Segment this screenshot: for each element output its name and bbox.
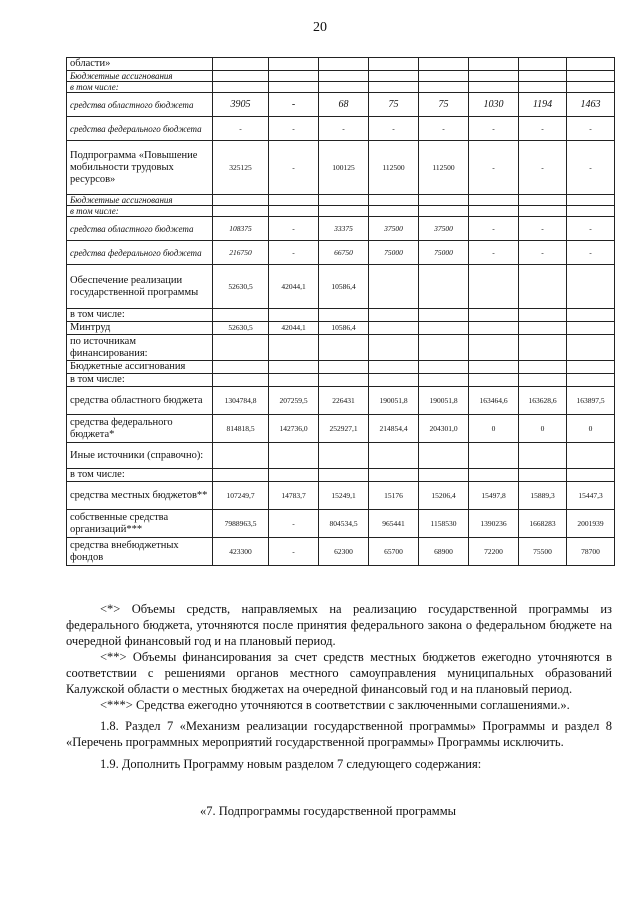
value-cell: 15447,3 (567, 482, 615, 510)
value-cell (519, 82, 567, 93)
value-cell (567, 58, 615, 71)
row-label: Бюджетные ассигнования (67, 71, 213, 82)
page-number: 20 (313, 20, 327, 35)
value-cell (567, 195, 615, 206)
value-cell (269, 469, 319, 482)
value-cell: 75 (369, 93, 419, 117)
value-cell (369, 335, 419, 361)
value-cell (369, 374, 419, 387)
value-cell (319, 82, 369, 93)
table-row (67, 217, 615, 241)
value-cell (269, 71, 319, 82)
item-1-8: 1.8. Раздел 7 «Механизм реализации государственной программы» Программы и раздел 8 «Перечень программных мероприятий государственной программы» Программы исключить. (66, 719, 612, 749)
value-cell (213, 309, 269, 322)
value-cell: 15889,3 (519, 482, 567, 510)
value-cell: 3905 (213, 93, 269, 117)
value-cell (469, 322, 519, 335)
value-cell (519, 443, 567, 469)
table-row (67, 415, 615, 443)
value-cell: 1304784,8 (213, 387, 269, 415)
value-cell: 0 (519, 415, 567, 443)
value-cell (419, 469, 469, 482)
value-cell (419, 71, 469, 82)
row-label: средства внебюджетных фондов (67, 538, 213, 566)
table-row (67, 538, 615, 566)
value-cell (213, 469, 269, 482)
value-cell: 42044,1 (269, 265, 319, 309)
value-cell: 965441 (369, 510, 419, 538)
table-row (67, 206, 615, 217)
value-cell (213, 206, 269, 217)
value-cell (519, 265, 567, 309)
value-cell: - (269, 510, 319, 538)
value-cell: 107249,7 (213, 482, 269, 510)
value-cell (319, 469, 369, 482)
value-cell: 207259,5 (269, 387, 319, 415)
value-cell: 204301,0 (419, 415, 469, 443)
value-cell (213, 82, 269, 93)
value-cell (269, 206, 319, 217)
value-cell (369, 58, 419, 71)
value-cell (567, 265, 615, 309)
value-cell (469, 195, 519, 206)
value-cell (319, 309, 369, 322)
value-cell (269, 309, 319, 322)
row-label: в том числе: (67, 309, 213, 322)
value-cell: - (519, 217, 567, 241)
value-cell (213, 361, 269, 374)
table-row (67, 443, 615, 469)
value-cell (419, 195, 469, 206)
value-cell: - (519, 241, 567, 265)
value-cell: 15497,8 (469, 482, 519, 510)
value-cell: - (269, 241, 319, 265)
row-label: в том числе: (67, 206, 213, 217)
table-row (67, 141, 615, 195)
value-cell (469, 335, 519, 361)
value-cell: 72200 (469, 538, 519, 566)
funding-table-body (67, 58, 615, 566)
value-cell: 100125 (319, 141, 369, 195)
value-cell: 62300 (319, 538, 369, 566)
table-row (67, 510, 615, 538)
row-label: собственные средства организаций*** (67, 510, 213, 538)
value-cell (519, 206, 567, 217)
value-cell (419, 82, 469, 93)
value-cell (369, 322, 419, 335)
value-cell (319, 71, 369, 82)
value-cell (319, 195, 369, 206)
row-label: по источникам финансирования: (67, 335, 213, 361)
row-label: Иные источники (справочно): (67, 443, 213, 469)
value-cell (213, 58, 269, 71)
value-cell: 163897,5 (567, 387, 615, 415)
value-cell (269, 361, 319, 374)
footnote-organizations: <***> Средства ежегодно уточняются в соответствии с заключенными соглашениями.». (100, 698, 570, 712)
value-cell: 142736,0 (269, 415, 319, 443)
value-cell (519, 195, 567, 206)
value-cell: - (567, 241, 615, 265)
value-cell: 42044,1 (269, 322, 319, 335)
value-cell: 37500 (369, 217, 419, 241)
table-row (67, 361, 615, 374)
row-label: Обеспечение реализации государственной программы (67, 265, 213, 309)
value-cell (319, 374, 369, 387)
value-cell (519, 71, 567, 82)
value-cell: 190051,8 (419, 387, 469, 415)
table-row (67, 71, 615, 82)
table-row (67, 93, 615, 117)
value-cell: - (567, 217, 615, 241)
value-cell (269, 335, 319, 361)
value-cell (567, 322, 615, 335)
table-row (67, 469, 615, 482)
value-cell: 214854,4 (369, 415, 419, 443)
row-label: средства областного бюджета (67, 387, 213, 415)
table-row (67, 265, 615, 309)
table-row (67, 241, 615, 265)
value-cell: 1390236 (469, 510, 519, 538)
section-heading: «7. Подпрограммы государственной программы (200, 804, 457, 818)
row-label: Бюджетные ассигнования (67, 361, 213, 374)
value-cell (319, 361, 369, 374)
value-cell: 216750 (213, 241, 269, 265)
value-cell: - (567, 117, 615, 141)
value-cell (369, 195, 419, 206)
value-cell (519, 335, 567, 361)
footnotes (66, 601, 612, 713)
value-cell (567, 374, 615, 387)
value-cell (369, 206, 419, 217)
value-cell (369, 309, 419, 322)
value-cell: - (269, 117, 319, 141)
value-cell: - (567, 141, 615, 195)
value-cell: 52630,5 (213, 322, 269, 335)
value-cell: 33375 (319, 217, 369, 241)
value-cell: - (469, 141, 519, 195)
value-cell: 325125 (213, 141, 269, 195)
row-label: в том числе: (67, 82, 213, 93)
value-cell: 66750 (319, 241, 369, 265)
value-cell: - (269, 93, 319, 117)
row-label: средства федерального бюджета (67, 117, 213, 141)
value-cell (567, 82, 615, 93)
value-cell: 75500 (519, 538, 567, 566)
value-cell: - (469, 241, 519, 265)
value-cell (319, 335, 369, 361)
value-cell (269, 374, 319, 387)
value-cell (519, 322, 567, 335)
value-cell: 75 (419, 93, 469, 117)
footnote-federal: <*> Объемы средств, направляемых на реализацию государственной программы из федерального бюджета, уточняются после принятия федерального закона о федеральном бюджете на очередной финансовый год и на плановый период. (66, 602, 612, 648)
value-cell: 1668283 (519, 510, 567, 538)
value-cell (419, 58, 469, 71)
value-cell: 0 (567, 415, 615, 443)
value-cell: 252927,1 (319, 415, 369, 443)
value-cell: 14783,7 (269, 482, 319, 510)
row-label: Минтруд (67, 322, 213, 335)
value-cell (469, 58, 519, 71)
value-cell (419, 309, 469, 322)
value-cell (369, 82, 419, 93)
value-cell (369, 361, 419, 374)
value-cell (469, 82, 519, 93)
value-cell (567, 469, 615, 482)
value-cell: 15206,4 (419, 482, 469, 510)
row-label: средства федерального бюджета (67, 241, 213, 265)
value-cell: 75000 (369, 241, 419, 265)
value-cell (519, 58, 567, 71)
table-row (67, 195, 615, 206)
value-cell (519, 361, 567, 374)
value-cell: - (469, 117, 519, 141)
value-cell: - (519, 117, 567, 141)
table-row (67, 58, 615, 71)
table-row (67, 482, 615, 510)
value-cell: 10586,4 (319, 265, 369, 309)
value-cell: 108375 (213, 217, 269, 241)
value-cell (567, 71, 615, 82)
row-label: Бюджетные ассигнования (67, 195, 213, 206)
value-cell (419, 443, 469, 469)
value-cell (269, 58, 319, 71)
value-cell: - (319, 117, 369, 141)
table-row (67, 387, 615, 415)
value-cell: 1030 (469, 93, 519, 117)
amendment-items (66, 718, 612, 772)
value-cell (369, 443, 419, 469)
value-cell: 804534,5 (319, 510, 369, 538)
value-cell (567, 361, 615, 374)
value-cell (319, 443, 369, 469)
value-cell (469, 469, 519, 482)
table-row (67, 117, 615, 141)
value-cell (567, 335, 615, 361)
value-cell: 15249,1 (319, 482, 369, 510)
value-cell: 112500 (369, 141, 419, 195)
value-cell (567, 206, 615, 217)
value-cell: 423300 (213, 538, 269, 566)
value-cell: 1194 (519, 93, 567, 117)
value-cell: 7988963,5 (213, 510, 269, 538)
value-cell (213, 335, 269, 361)
value-cell (419, 265, 469, 309)
value-cell: 814818,5 (213, 415, 269, 443)
row-label: в том числе: (67, 469, 213, 482)
value-cell (567, 443, 615, 469)
table-row (67, 309, 615, 322)
value-cell: - (213, 117, 269, 141)
row-label: области» (67, 58, 213, 71)
value-cell: - (469, 217, 519, 241)
row-label: средства областного бюджета (67, 93, 213, 117)
table-row (67, 335, 615, 361)
value-cell (469, 374, 519, 387)
value-cell: 65700 (369, 538, 419, 566)
row-label: средства областного бюджета (67, 217, 213, 241)
table-row (67, 374, 615, 387)
row-label: средства местных бюджетов** (67, 482, 213, 510)
row-label: Подпрограмма «Повышение мобильности трудовых ресурсов» (67, 141, 213, 195)
value-cell (369, 71, 419, 82)
value-cell (419, 322, 469, 335)
value-cell (469, 71, 519, 82)
value-cell (469, 361, 519, 374)
value-cell: 1158530 (419, 510, 469, 538)
value-cell (519, 309, 567, 322)
value-cell: 68 (319, 93, 369, 117)
value-cell (369, 265, 419, 309)
value-cell (419, 361, 469, 374)
value-cell (213, 374, 269, 387)
value-cell (519, 374, 567, 387)
value-cell (469, 265, 519, 309)
table-row (67, 82, 615, 93)
value-cell: 1463 (567, 93, 615, 117)
value-cell: 226431 (319, 387, 369, 415)
value-cell: - (269, 141, 319, 195)
value-cell: 163464,6 (469, 387, 519, 415)
value-cell (469, 206, 519, 217)
value-cell: 112500 (419, 141, 469, 195)
value-cell (213, 443, 269, 469)
value-cell (319, 206, 369, 217)
value-cell (269, 443, 319, 469)
value-cell: 37500 (419, 217, 469, 241)
value-cell: - (369, 117, 419, 141)
value-cell: 75000 (419, 241, 469, 265)
value-cell: 10586,4 (319, 322, 369, 335)
value-cell: 163628,6 (519, 387, 567, 415)
value-cell: 15176 (369, 482, 419, 510)
value-cell (419, 335, 469, 361)
value-cell (469, 309, 519, 322)
value-cell (213, 71, 269, 82)
value-cell (269, 195, 319, 206)
value-cell: 78700 (567, 538, 615, 566)
value-cell (369, 469, 419, 482)
value-cell: 68900 (419, 538, 469, 566)
value-cell: 0 (469, 415, 519, 443)
value-cell (567, 309, 615, 322)
item-1-9: 1.9. Дополнить Программу новым разделом 7 следующего содержания: (100, 757, 482, 771)
value-cell: - (269, 538, 319, 566)
footnote-local: <**> Объемы финансирования за счет средств местных бюджетов ежегодно уточняются в соответствии с решениями органов местного самоуправления муниципальных образований Калужской области о местных бюджетах на очередной финансовый год и на плановый период. (66, 650, 612, 696)
value-cell (469, 443, 519, 469)
row-label: в том числе: (67, 374, 213, 387)
value-cell (519, 469, 567, 482)
value-cell (213, 195, 269, 206)
funding-table (66, 57, 615, 566)
value-cell (419, 206, 469, 217)
value-cell: 2001939 (567, 510, 615, 538)
value-cell (319, 58, 369, 71)
value-cell: 52630,5 (213, 265, 269, 309)
value-cell: - (419, 117, 469, 141)
row-label: средства федерального бюджета* (67, 415, 213, 443)
value-cell (419, 374, 469, 387)
table-row (67, 322, 615, 335)
value-cell (269, 82, 319, 93)
value-cell: - (519, 141, 567, 195)
value-cell: 190051,8 (369, 387, 419, 415)
value-cell: - (269, 217, 319, 241)
